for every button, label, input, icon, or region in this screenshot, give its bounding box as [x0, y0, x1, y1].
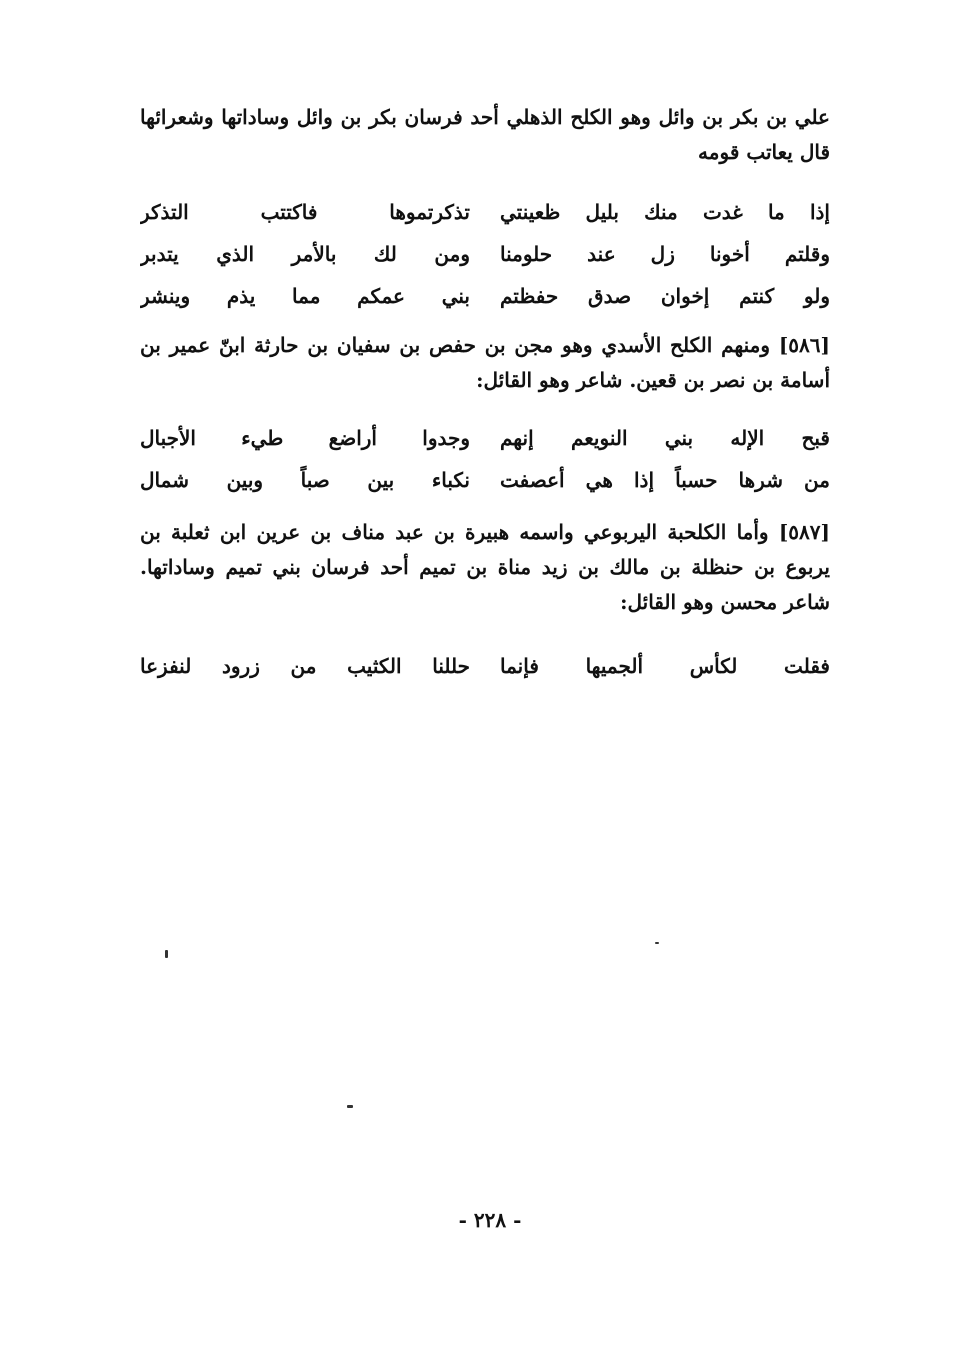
verse-line: [140, 234, 830, 274]
verse-second-hemistich: وجدوا أراضع طيء الأجبال: [140, 426, 470, 450]
scan-speck: [347, 1105, 353, 1108]
verse-first-hemistich: قبح الإله بني النويعم إنهم: [500, 426, 830, 450]
verse-first-hemistich: من شرها حسباً إذا هي أعصفت: [500, 468, 830, 492]
verse-line: [140, 646, 830, 686]
verse-line: [140, 192, 830, 232]
paragraph-entry-587: [140, 515, 830, 620]
verse-second-hemistich: بني عمكم مما يذم وينشر: [140, 284, 470, 308]
scan-speck: [165, 950, 168, 958]
paragraph-text: [٥٨٦] ومنهم الكلح الأسدي وهو مجن بن حفص بن سفيان بن حارثة ابنّ عمير بن أسامة بن نصر بن قعين. شاعر وهو القائل:: [140, 333, 830, 392]
verse-second-hemistich: حللنا الكثيب من زرود لنفزعا: [140, 654, 470, 678]
verse-first-hemistich: فقلت لكأس ألجميها فإنما: [500, 654, 830, 678]
verse-line: [140, 276, 830, 316]
verse-second-hemistich: نكباء بين صباً وبين شمال: [140, 468, 470, 492]
paragraph-text: [٥٨٧] وأما الكلحبة اليربوعي واسمه هبيرة بن عبد مناف بن عرين ابن ثعلبة بن يربوع بن حنظلة بن مالك بن زيد مناة بن تميم أحد فرسان بني تميم وساداتها. شاعر محسن وهو القائل:: [140, 520, 830, 614]
paragraph-text: علي بن بكر بن وائل وهو الكلح الذهلي أحد فرسان بكر بن وائل وساداتها وشعرائها قال يعاتب قومه: [140, 105, 830, 164]
paragraph-intro: [140, 100, 830, 170]
verse-first-hemistich: إذا ما غدت منك بليل ظعينتي: [500, 200, 830, 224]
paragraph-entry-586: [140, 328, 830, 398]
verse-first-hemistich: ولو كنتم إخوان صدق حفظتم: [500, 284, 830, 308]
verse-second-hemistich: ومن لك بالأمر الذي يتدبر: [140, 242, 470, 266]
verse-second-hemistich: تذكرتموها فاكتتب التذكر: [140, 200, 470, 224]
verse-first-hemistich: وقلتم أخونا زل عند حلومنا: [500, 242, 830, 266]
verse-line: [140, 460, 830, 500]
page-number: - ٢٢٨ -: [458, 1208, 522, 1232]
verse-line: [140, 418, 830, 458]
scan-speck: [655, 942, 659, 944]
